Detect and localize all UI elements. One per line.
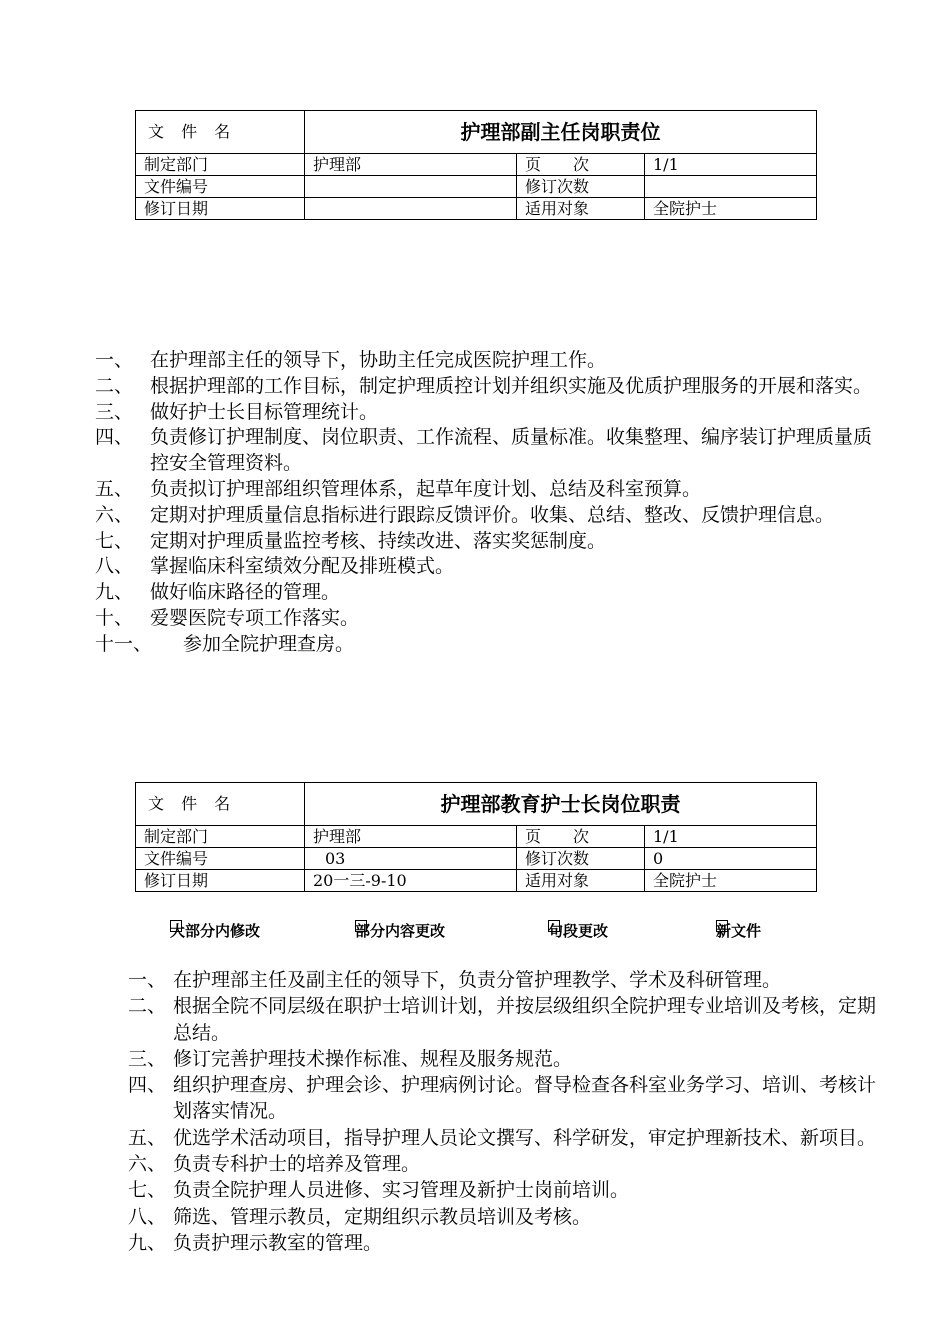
revdate-value [305,198,517,220]
dept-value: 护理部 [305,154,517,176]
duty-list-1 [95,348,875,658]
page-label: 页 次 [517,826,645,848]
list-item: 八、 筛选、管理示教员，定期组织示教员培训及考核。 [128,1205,592,1228]
list-item: 四、 负责修订护理制度、岗位职责、工作流程、质量标准。收集整理、编序装订护理质量质控安全管理资料。 [95,426,873,475]
list-item: 三、 修订完善护理技术操作标准、规程及服务规范。 [128,1047,573,1070]
dept-value: 护理部 [305,826,517,848]
list-item: 十、 爱婴医院专项工作落实。 [95,606,360,629]
page-value: 1/1 [645,826,817,848]
revcount-label: 修订次数 [517,848,645,870]
revcount-label: 修订次数 [517,176,645,198]
revcount-value [645,176,817,198]
list-item: 四、 组织护理查房、护理会诊、护理病例讨论。督导检查各科室业务学习、培训、考核计划落实情况。 [128,1074,877,1123]
change-type-options: 大部分内修改 部分内容更改 句段更改 新文件 [170,922,762,940]
list-item: 九、 负责护理示教室的管理。 [128,1231,383,1254]
file-name-label: 文 件 名 [136,111,305,154]
doc-header-table-2 [135,782,817,892]
list-item: 六、 负责专科护士的培养及管理。 [128,1153,421,1176]
list-item: 二、 根据护理部的工作目标，制定护理质控计划并组织实施及优质护理服务的开展和落实。 [95,374,873,397]
dept-label: 制定部门 [136,154,305,176]
target-label: 适用对象 [517,198,645,220]
target-label: 适用对象 [517,870,645,892]
target-value: 全院护士 [645,870,817,892]
revdate-label: 修订日期 [136,870,305,892]
docno-label: 文件编号 [136,176,305,198]
dept-label: 制定部门 [136,826,305,848]
list-item: 一、 在护理部主任及副主任的领导下，负责分管护理教学、学术及科研管理。 [128,969,782,991]
revcount-value: 0 [645,848,817,870]
list-item: 五、 优选学术活动项目，指导护理人员论文撰写、科学研发，审定护理新技术、新项目。 [128,1126,877,1149]
list-item: 一、 在护理部主任的领导下，协助主任完成医院护理工作。 [95,349,607,371]
list-item: 七、 负责全院护理人员进修、实习管理及新护士岗前培训。 [128,1179,630,1202]
file-name-label: 文 件 名 [136,783,305,826]
list-item: 八、 掌握临床科室绩效分配及排班模式。 [95,555,455,578]
doc-title: 护理部教育护士长岗位职责 [305,783,817,826]
list-item: 九、 做好临床路径的管理。 [95,581,341,604]
doc-header-table-1 [135,110,817,220]
docno-value: 03 [305,848,517,870]
list-item: 十一、 参加全院护理查房。 [95,632,355,655]
docno-value [305,176,517,198]
target-value: 全院护士 [645,198,817,220]
list-item: 二、 根据全院不同层级在职护士培训计划，并按层级组织全院护理专业培训及考核，定期总结。 [128,995,877,1044]
duty-list-2 [128,967,888,1256]
list-item: 三、 做好护士长目标管理统计。 [95,400,379,423]
page-value: 1/1 [645,154,817,176]
doc-title: 护理部副主任岗职责位 [305,111,817,154]
list-item: 七、 定期对护理质量监控考核、持续改进、落实奖惩制度。 [95,529,607,552]
page-label: 页 次 [517,154,645,176]
list-item: 五、 负责拟订护理部组织管理体系，起草年度计划、总结及科室预算。 [95,477,702,500]
revdate-label: 修订日期 [136,198,305,220]
list-item: 六、 定期对护理质量信息指标进行跟踪反馈评价。收集、总结、整改、反馈护理信息。 [95,503,835,526]
revdate-value: 20一三-9-10 [305,870,517,892]
docno-label: 文件编号 [136,848,305,870]
